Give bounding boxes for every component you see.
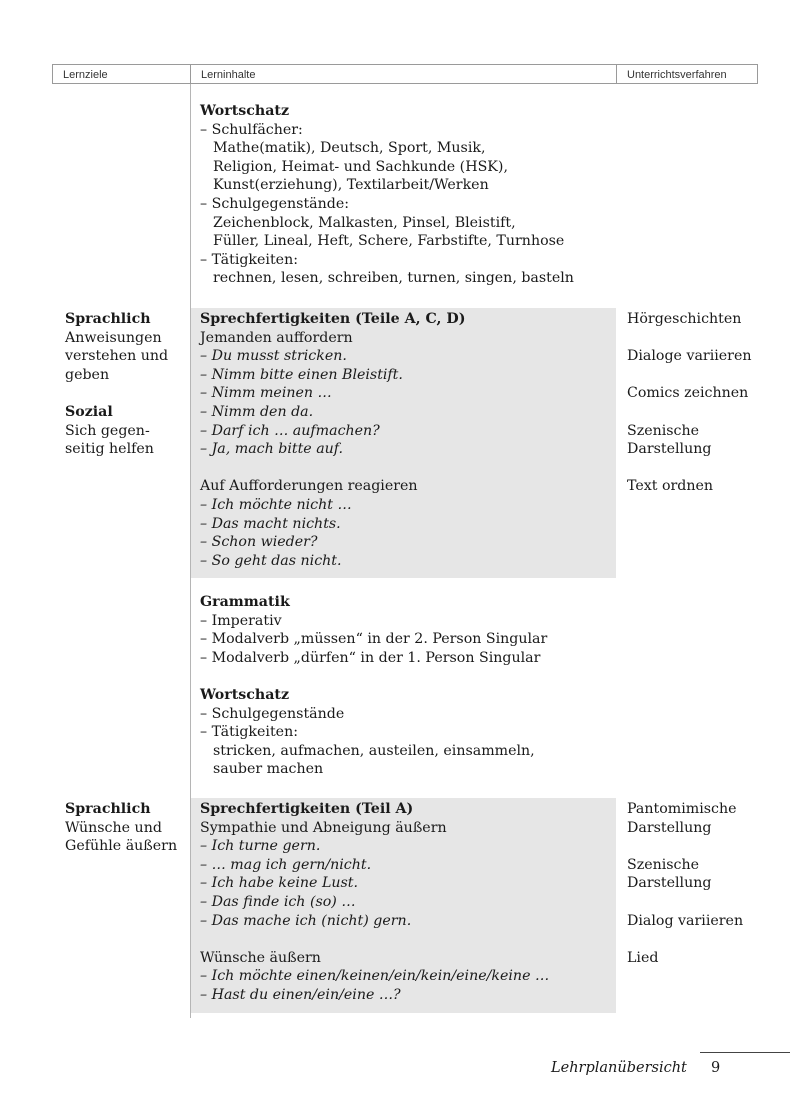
line: – Ja, mach bitte auf. <box>200 441 344 458</box>
page-number: 9 <box>711 1060 721 1076</box>
method: Hörgeschichten <box>627 311 742 327</box>
line: Wünsche äußern <box>200 949 321 966</box>
line: – Schulgegenstände: <box>200 195 350 212</box>
heading: Sprechfertigkeiten (Teil A) <box>200 801 414 817</box>
line: – Nimm den da. <box>200 403 314 420</box>
heading: Wortschatz <box>200 686 290 703</box>
line: Religion, Heimat- und Sachkunde (HSK), <box>213 158 508 175</box>
line: – Darf ich … aufmachen? <box>200 422 380 439</box>
line: rechnen, lesen, schreiben, turnen, singen, basteln <box>213 270 574 287</box>
line: – Nimm meinen … <box>200 385 332 402</box>
line: – Imperativ <box>200 612 282 629</box>
method: Comics zeichnen <box>627 385 749 402</box>
method: Text ordnen <box>627 478 714 495</box>
line: – So geht das nicht. <box>200 552 342 569</box>
block-sprechfertigkeiten-2 <box>200 800 549 1005</box>
line: – Du musst stricken. <box>200 348 347 365</box>
line: – Das macht nichts. <box>200 515 341 532</box>
line: – … mag ich gern/nicht. <box>200 856 372 873</box>
block-grammatik <box>200 593 547 779</box>
line: – Ich möchte einen/keinen/ein/kein/eine/keine … <box>200 968 550 985</box>
line: – Schulgegenstände <box>200 705 345 722</box>
line: – Schulfächer: <box>200 121 303 138</box>
line: sauber machen <box>213 761 324 778</box>
line: Jemanden auffordern <box>200 329 353 346</box>
line: – Schon wieder? <box>200 534 318 551</box>
block-sprechfertigkeiten-1 <box>200 310 465 570</box>
method: Szenische <box>627 422 700 439</box>
line: Füller, Lineal, Heft, Schere, Farbstifte, Turnhose <box>213 233 565 250</box>
goal: Gefühle äußern <box>65 838 178 855</box>
header-lerninhalte: Lerninhalte <box>190 64 617 84</box>
goal: Sozial <box>65 403 113 420</box>
goal: verstehen und <box>65 348 169 365</box>
line: – Tätigkeiten: <box>200 251 298 268</box>
line: – Nimm bitte einen Bleistift. <box>200 366 403 383</box>
method: Pantomimische <box>627 801 737 817</box>
method: Dialog variieren <box>627 912 744 929</box>
line: – Ich turne gern. <box>200 838 321 855</box>
goal: Sprachlich <box>65 311 151 327</box>
block-wortschatz-1 <box>200 102 574 288</box>
method: Lied <box>627 949 659 966</box>
line: – Tätigkeiten: <box>200 724 298 741</box>
header-lernziele: Lernziele <box>52 64 191 84</box>
method: Szenische <box>627 856 700 873</box>
goal: Wünsche und <box>65 819 162 836</box>
line: stricken, aufmachen, austeilen, einsammeln, <box>213 742 535 759</box>
header-unterrichtsverfahren: Unterrichtsverfahren <box>616 64 758 84</box>
goal: Anweisungen <box>65 329 162 346</box>
line: – Das finde ich (so) … <box>200 893 356 910</box>
footer-title: Lehrplanübersicht <box>551 1060 687 1076</box>
goal: geben <box>65 366 110 383</box>
method: Darstellung <box>627 875 712 892</box>
heading: Wortschatz <box>200 103 290 119</box>
goals-block-2 <box>65 310 168 459</box>
line: – Modalverb „dürfen“ in der 1. Person Singular <box>200 649 541 666</box>
line: – Hast du einen/ein/eine …? <box>200 986 401 1003</box>
method: Darstellung <box>627 441 712 458</box>
line: – Ich möchte nicht … <box>200 496 352 513</box>
goal: Sprachlich <box>65 801 151 817</box>
goal: seitig helfen <box>65 441 154 458</box>
line: Zeichenblock, Malkasten, Pinsel, Bleistift, <box>213 214 516 231</box>
line: Sympathie und Abneigung äußern <box>200 819 447 836</box>
goals-block-4 <box>65 800 177 856</box>
line: – Das mache ich (nicht) gern. <box>200 912 412 929</box>
methods-block-2 <box>627 310 751 496</box>
footer-rule <box>700 1052 790 1053</box>
line: – Modalverb „müssen“ in der 2. Person Singular <box>200 631 548 648</box>
line: – Ich habe keine Lust. <box>200 875 359 892</box>
line: Mathe(matik), Deutsch, Sport, Musik, <box>213 140 486 157</box>
methods-block-4 <box>627 800 743 967</box>
method: Darstellung <box>627 819 712 836</box>
method: Dialoge variieren <box>627 348 752 365</box>
goal: Sich gegen- <box>65 422 150 439</box>
heading: Grammatik <box>200 594 290 610</box>
heading: Sprechfertigkeiten (Teile A, C, D) <box>200 311 466 327</box>
line: Kunst(erziehung), Textilarbeit/Werken <box>213 177 489 194</box>
line: Auf Aufforderungen reagieren <box>200 478 418 495</box>
